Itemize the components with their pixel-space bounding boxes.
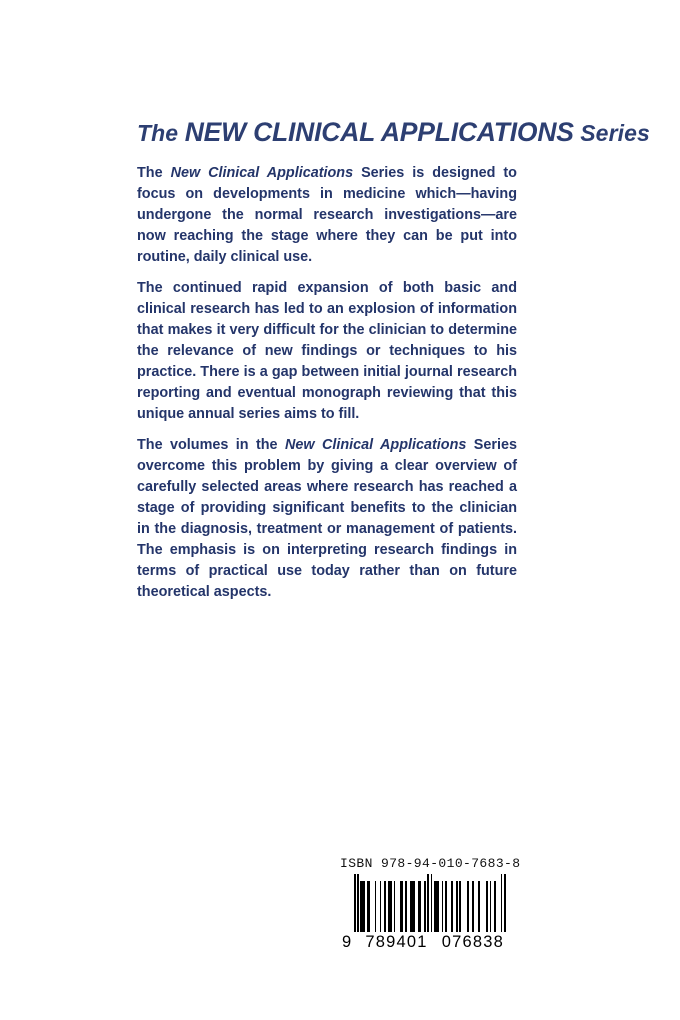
series-title-lead: The [137,120,185,146]
paragraph-3 [137,435,517,603]
paragraph-3-text-before: The volumes in the [137,437,285,453]
paragraph-1-series-name: New Clinical Applications [170,165,354,181]
paragraph-1-text-before: The [137,165,171,181]
paragraph-2-text: The continued rapid expansion of both basic and clinical research has led to an explosion of information that makes it very difficult for the clinician to determine the relevance of new findings or techniques to his practice. There is a gap between initial journal research reporting and eventual monograph reviewing that this unique annual series aims to fill. [137,280,517,422]
series-title-caps: NEW CLINICAL APPLICATIONS [184,117,574,147]
paragraph-2 [137,278,517,425]
barcode-graphic [342,874,506,952]
barcode-bars [354,874,506,932]
paragraph-3-series-name: New Clinical Applications [284,437,467,453]
barcode-digits [342,933,506,952]
isbn-label: ISBN 978-94-010-7683-8 [340,856,521,871]
barcode-right-group: 076838 [441,933,504,951]
barcode-left-group: 789401 [365,933,428,951]
paragraph-3-text-after: Series overcome this problem by giving a clear overview of carefully selected areas where research has reached a stage of providing significant benefits to the clinician in the diagnosis, treatment or management of patients. The emphasis is on interpreting research findings in terms of practical use today rather than on future theoretical aspects. [137,437,517,600]
series-title [137,117,650,147]
series-description [137,163,517,603]
paragraph-1 [137,163,517,268]
barcode-block [340,856,520,952]
barcode-lead-digit: 9 [342,933,352,951]
paragraph-1-text-after: Series is designed to focus on developments in medicine which—having undergone the normal research investigations—are now reaching the stage where they can be put into routine, daily clinical use. [137,165,517,265]
series-title-tail: Series [573,120,650,146]
